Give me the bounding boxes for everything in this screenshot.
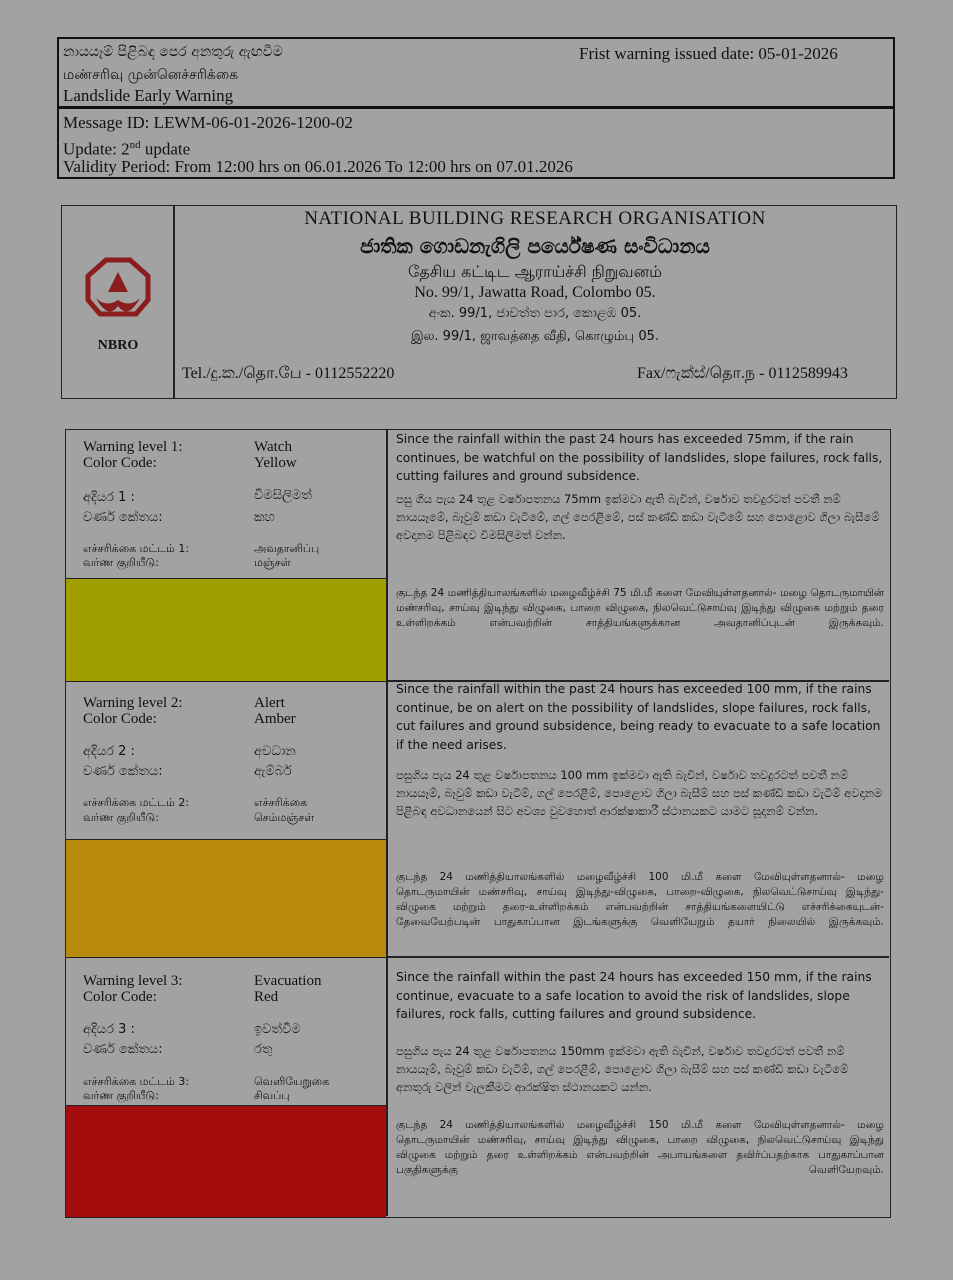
org-address-sinhala: අංක. 99/1, ජාවත්ත පාර, කොළඹ 05. bbox=[428, 306, 642, 321]
level3-label-en: Warning level 3: bbox=[83, 973, 183, 989]
message-id: Message ID: LEWM-06-01-2026-1200-02 bbox=[63, 113, 353, 132]
org-address-tamil: இல. 99/1, ஜாவத்தை வீதி, கொழும்பு 05. bbox=[410, 329, 659, 344]
level3-color-value-si: රතු bbox=[254, 1042, 273, 1057]
level3-color-value-ta: சிவப்பு bbox=[254, 1089, 290, 1102]
header-title-box bbox=[57, 37, 895, 108]
org-telephone: Tel./දු.ක./தொ.பே - 0112552220 bbox=[182, 365, 395, 382]
level1-text-english: Since the rainfall within the past 24 hours has exceeded 75mm, if the rain continues, be watchful on the possibility of landslides, slope failures, rock falls, cutting failures and ground subsidence. bbox=[396, 432, 883, 483]
level2-color-value-ta: செம்மஞ்சள் bbox=[254, 811, 315, 824]
level2-text-sinhala: පසුගිය පැය 24 තුළ වර්ෂාපතනය 100 mm ඉක්මවා ඇති බැවින්, වර්ෂාව තවදුරටත් පවතී නම් නායයෑම්, බෑවුම් කඩා වැටීම්, ගල් පෙරළීම්, පොළොව ගිලා බැසීම් සහ පස් කණ්ඩි කඩා වැටීම් අවදානම පිළිබඳ අවධානයෙන් සිට අවශ්‍ය වුවහොත් ආරක්ෂාකාරී ස්ථානයකට යාමට සූදානම් වන්න. bbox=[396, 768, 883, 818]
organisation-block bbox=[61, 205, 897, 399]
level2-text-english: Since the rainfall within the past 24 hours has exceeded 100 mm, if the rains continue, be on alert on the possibility of landslides, slope failures, rock falls, cut failures and ground subsidence, being ready to evacuate to a safe location if the need arises. bbox=[396, 682, 881, 752]
level1-label-en: Warning level 1: bbox=[83, 439, 183, 455]
level2-color-value-en: Amber bbox=[254, 711, 296, 727]
level2-value-en: Alert bbox=[254, 695, 285, 711]
level1-label-si: අදියර 1 : bbox=[83, 490, 135, 505]
level2-color-label-en: Color Code: bbox=[83, 711, 157, 727]
level1-label-ta: எச்சரிக்கை மட்டம் 1: bbox=[83, 542, 190, 555]
warning-levels-table bbox=[65, 429, 891, 1218]
header-message-box bbox=[57, 107, 895, 179]
validity-period: Validity Period: From 12:00 hrs on 06.01.2026 To 12:00 hrs on 07.01.2026 bbox=[63, 157, 573, 176]
level1-value-si: විමසිලිමත් bbox=[254, 488, 312, 503]
org-name-tamil: தேசிய கட்டிட ஆராய்ச்சி நிறுவனம் bbox=[407, 262, 663, 281]
org-name-english: NATIONAL BUILDING RESEARCH ORGANISATION bbox=[304, 208, 766, 229]
title-tamil: மண்சரிவு முன்னெச்சரிக்கை bbox=[63, 67, 239, 83]
level3-value-en: Evacuation bbox=[254, 973, 322, 989]
level2-color-value-si: ඇම්බර් bbox=[254, 764, 292, 779]
level1-color-value-ta: மஞ்சள் bbox=[254, 556, 291, 569]
level1-text-tamil: குடந்த 24 மணித்தியாலங்களில் மழைவீழ்ச்சி 75 மி.மீ களை மேவியுள்ளதனால்- மழை தொடருமாயின் மண்சரிவு, சாய்வு இடிந்து விழுகை, பாறை விழுகை, நிலவெட்டுசாய்வு இடிந்து விழுகை மற்றும் தரை உள்ளிறக்கம் என்பவற்றின் சாத்தியங்களுக்கான அவதானிப்புடன் இருக்கவும். bbox=[396, 587, 884, 629]
level3-color-swatch bbox=[66, 1105, 386, 1217]
level2-text-tamil: குடந்த 24 மணித்தியாலங்களில் மழைவீழ்ச்சி 100 மி.மீ களை மேவியுள்ளதனால்- மழை தொடருமாயின் மண்சரிவு, சாய்வு இடிந்து-விழுகை, பாறை-விழுகை, நிலவெட்டுசாய்வு இடிந்து-விழுகை மற்றும் தரை-உள்ளிறக்கம் என்பவற்றின் சாத்தியங்களையிட்டு எச்சரிக்கையுடன்- தேவையேற்படின் பாதுகாப்பான இடங்களுக்கு வெளியேறும் தயார் நிலையில் இருக்கவும். bbox=[396, 871, 884, 928]
title-english: Landslide Early Warning bbox=[63, 86, 234, 105]
level1-color-label-ta: வர்ண குறியீடு: bbox=[83, 556, 159, 569]
level1-color-label-en: Color Code: bbox=[83, 455, 157, 471]
level1-value-ta: அவதானிப்பு bbox=[254, 542, 320, 555]
level1-color-swatch bbox=[66, 578, 386, 681]
org-name-sinhala: ජාතික ගොඩනැගිලි පර්යේෂණ සංවිධානය bbox=[360, 234, 710, 258]
level3-text-tamil: குடந்த 24 மணித்தியாலங்களில் மழைவீழ்ச்சி 150 மி.மீ களை மேவியுள்ளதனால்- மழை தொடருமாயின் மண்சரிவு, சாய்வு இடிந்து விழுகை, பாறை விழுகை, நிலவெட்டுசாய்வு இடிந்து விழுகை மற்றும் தரை உள்ளிறக்கம் என்பவற்றின் அபாயங்களை தவிர்ப்பதற்காக பாதுகாப்பான பகுதிகளுக்கு வெளியேறவும். bbox=[396, 1119, 884, 1176]
level2-label-en: Warning level 2: bbox=[83, 695, 183, 711]
level2-color-swatch bbox=[66, 839, 386, 957]
level1-text-sinhala: පසු ගිය පැය 24 තුළ වර්ෂාපතනය 75mm ඉක්මවා ඇති බැවින්, වර්ෂාව තවදුරටත් පවතී නම් නායයෑමේ, බෑවුම් කඩා වැටීමේ, ගල් පෙරළීමේ, පස් කණ්ඩි කඩා වැටීමේ සහ පොළොව ගිලා බැසීමේ අවදානම පිළිබඳව විමසිලිමත් වන්න. bbox=[396, 492, 880, 542]
update-line: Update: 2nd update bbox=[63, 139, 191, 159]
nbro-logo-text: NBRO bbox=[97, 338, 139, 353]
level3-color-label-ta: வர்ண குறியீடு: bbox=[83, 1089, 159, 1102]
title-sinhala: නායයෑම් පිළිබඳ පෙර අනතුරු ඇඟවීම bbox=[63, 44, 283, 60]
level1-color-value-en: Yellow bbox=[254, 455, 297, 471]
level3-color-label-si: වර්ණ කේතය: bbox=[83, 1042, 163, 1057]
level3-color-value-en: Red bbox=[254, 989, 279, 1005]
first-issued-date: Frist warning issued date: 05-01-2026 bbox=[579, 44, 838, 63]
level1-color-label-si: වර්ණ කේතය: bbox=[83, 510, 163, 525]
level3-value-ta: வெளியேறுகை bbox=[254, 1075, 330, 1088]
level2-label-si: අදියර 2 : bbox=[83, 744, 135, 759]
level2-color-label-ta: வர்ண குறியீடு: bbox=[83, 811, 159, 824]
level2-label-ta: எச்சரிக்கை மட்டம் 2: bbox=[83, 796, 190, 809]
level1-value-en: Watch bbox=[254, 439, 292, 455]
nbro-logo-icon bbox=[78, 254, 158, 334]
level3-text-sinhala: පසුගිය පැය 24 තුළ වර්ෂාපතනය 150mm ඉක්මවා ඇති බැවින්, වර්ෂාව තවදුරටත් පවතී නම් නායයෑම්, බෑවුම් කඩා වැටීම්, ගල් පෙරළීම්, පොළොව ගිලා බැසීම් සහ පස් කණ්ඩි කඩා වැටීමේ අනතුරු වලින් වැලකීමට ආරක්ෂිත ස්ථානයකට යන්න. bbox=[396, 1044, 849, 1094]
org-address-english: No. 99/1, Jawatta Road, Colombo 05. bbox=[414, 284, 656, 301]
level3-value-si: ඉවත්වීම bbox=[254, 1022, 301, 1037]
level2-value-si: අවධාන bbox=[254, 744, 296, 759]
level3-text-english: Since the rainfall within the past 24 hours has exceeded 150 mm, if the rains continue, evacuate to a safe location to avoid the risk of landslides, slope failures, rock falls, cutting failures and ground subsidence. bbox=[396, 970, 872, 1021]
level2-color-label-si: වර්ණ කේතය: bbox=[83, 764, 163, 779]
level1-color-value-si: කහ bbox=[254, 510, 275, 525]
level3-label-ta: எச்சரிக்கை மட்டம் 3: bbox=[83, 1075, 190, 1088]
org-fax: Fax/ෆැක්ස්/தொ.ந - 0112589943 bbox=[637, 365, 848, 382]
level2-value-ta: எச்சரிக்கை bbox=[254, 796, 308, 809]
level3-label-si: අදියර 3 : bbox=[83, 1022, 135, 1037]
level3-color-label-en: Color Code: bbox=[83, 989, 157, 1005]
